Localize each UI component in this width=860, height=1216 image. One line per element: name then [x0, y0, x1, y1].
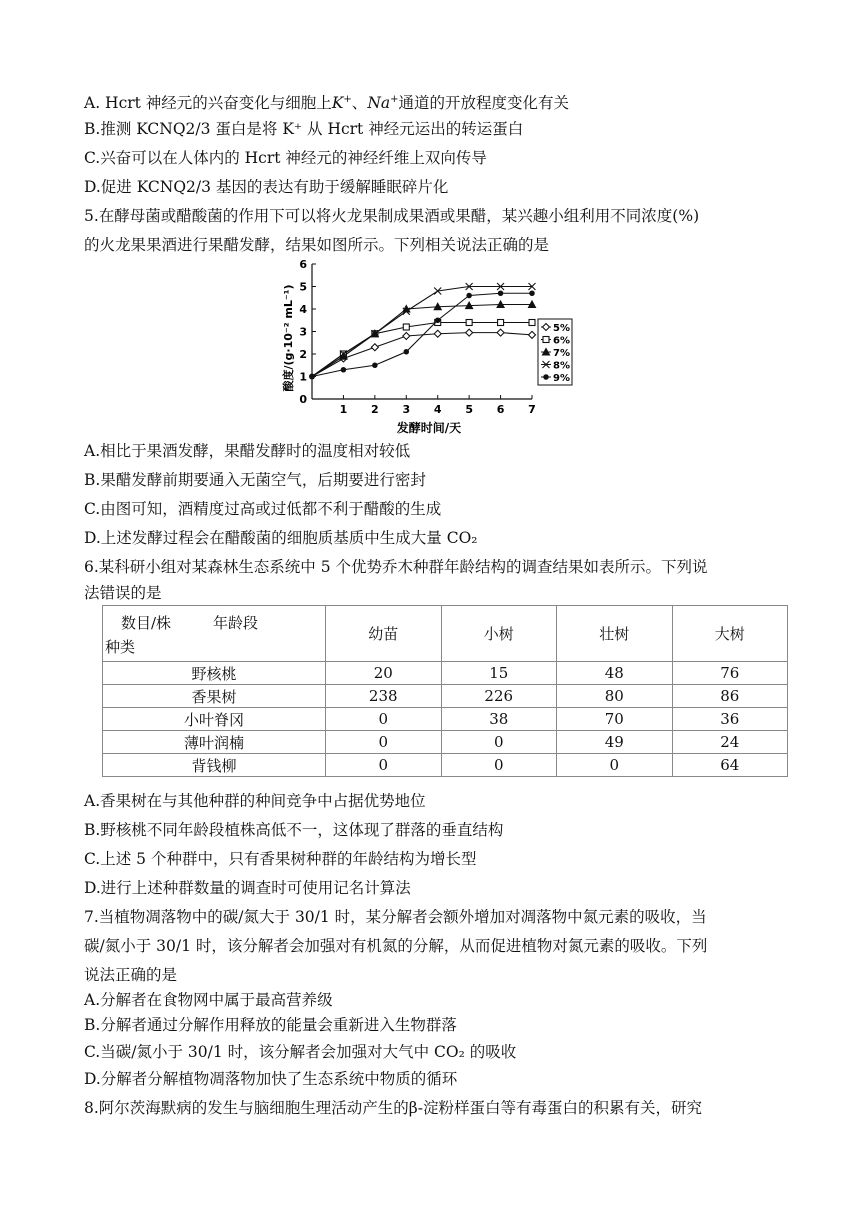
q7-option-b: B.分解者通过分解作用释放的能量会重新进入生物群落 [84, 1016, 457, 1034]
chart-y-tick-label: 3 [299, 325, 307, 339]
chart-point [436, 318, 440, 322]
potassium-charge: + [343, 94, 352, 105]
q6-stem-line-2: 法错误的是 [84, 584, 162, 602]
chart-y-tick-label: 1 [299, 370, 307, 384]
chart-point [466, 320, 472, 326]
sodium-ion: Na [367, 94, 391, 113]
chart-x-tick-label: 7 [528, 403, 536, 416]
q6-option-b: B.野核桃不同年龄段植株高低不一，这体现了群落的垂直结构 [84, 821, 504, 839]
q5-stem-line-2: 的火龙果果酒进行果醋发酵，结果如图所示。下列相关说法正确的是 [84, 236, 550, 254]
chart-x-tick-label: 2 [371, 403, 379, 416]
species-cell: 野核桃 [103, 662, 326, 685]
chart-point [341, 368, 345, 372]
q5-option-d: D.上述发酵过程会在醋酸菌的细胞质基质中生成大量 CO₂ [84, 529, 478, 547]
value-cell: 76 [672, 662, 788, 685]
q5-option-a: A.相比于果酒发酵，果醋发酵时的温度相对较低 [84, 442, 411, 460]
chart-legend-label: 7% [553, 348, 570, 359]
chart-point [371, 344, 378, 351]
q4-option-c: C.兴奋可以在人体内的 Hcrt 神经元的神经纤维上双向传导 [84, 149, 487, 167]
chart-x-tick-label: 5 [465, 403, 473, 416]
value-cell: 20 [326, 662, 442, 685]
value-cell: 70 [557, 708, 673, 731]
chart-x-tick-label: 3 [402, 403, 411, 416]
species-cell: 小叶脊冈 [103, 708, 326, 731]
q6-option-d: D.进行上述种群数量的调查时可使用记名计算法 [84, 879, 411, 897]
q7-option-a: A.分解者在食物网中属于最高营养级 [84, 991, 333, 1009]
q6-stem-line-1: 6.某科研小组对某森林生态系统中 5 个优势乔木种群年龄结构的调查结果如表所示。下列说 [84, 558, 708, 576]
chart-y-tick-label: 4 [299, 303, 307, 316]
q8-stem-line-1: 8.阿尔茨海默病的发生与脑细胞生理活动产生的β-淀粉样蛋白等有毒蛋白的积累有关，研究 [84, 1099, 702, 1117]
table-corner-cell [103, 606, 326, 662]
corner-count-label: 数目/株 [121, 614, 172, 632]
chart-legend-label: 5% [553, 323, 570, 334]
q5-option-c: C.由图可知，酒精度过高或过低都不利于醋酸的生成 [84, 500, 442, 518]
chart-point [466, 329, 473, 336]
chart-point [498, 320, 504, 326]
value-cell: 0 [326, 731, 442, 754]
value-cell: 24 [672, 731, 788, 754]
chart-series-line [312, 305, 532, 377]
value-cell: 49 [557, 731, 673, 754]
chart-x-tick-label: 6 [496, 403, 505, 416]
value-cell: 226 [441, 685, 557, 708]
value-cell: 0 [326, 754, 442, 777]
q7-option-d: D.分解者分解植物凋落物加快了生态系统中物质的循环 [84, 1070, 458, 1088]
chart-point [544, 375, 548, 379]
acidity-line-chart [276, 256, 576, 440]
q5-stem-line-1: 5.在酵母菌或醋酸菌的作用下可以将火龙果制成果酒或果醋，某兴趣小组利用不同浓度(%) [84, 207, 700, 225]
q4-option-a-tail: 通道的开放程度变化有关 [398, 94, 570, 113]
value-cell: 0 [441, 731, 557, 754]
value-cell: 15 [441, 662, 557, 685]
chart-point [529, 320, 535, 326]
species-cell: 香果树 [103, 685, 326, 708]
header-large-tree: 大树 [672, 606, 788, 662]
value-cell: 80 [557, 685, 673, 708]
chart-point [403, 333, 410, 340]
table-header-row [103, 606, 788, 662]
q7-stem-line-3: 说法正确的是 [84, 966, 178, 984]
chart-x-tick-label: 4 [433, 403, 442, 416]
corner-species-label: 种类 [105, 638, 136, 656]
species-cell: 薄叶润楠 [103, 731, 326, 754]
q7-stem-line-1: 7.当植物凋落物中的碳/氮大于 30/1 时，某分解者会额外增加对凋落物中氮元素的吸收，当 [84, 908, 707, 926]
q5-option-b: B.果醋发酵前期要通入无菌空气，后期要进行密封 [84, 471, 426, 489]
chart-y-tick-label: 6 [299, 258, 307, 271]
chart-point [373, 363, 377, 367]
chart-series-7pct [312, 301, 536, 377]
q4-option-a-text: A. Hcrt 神经元的兴奋变化与细胞上 [84, 94, 332, 113]
header-small-tree: 小树 [441, 606, 557, 662]
value-cell: 0 [326, 708, 442, 731]
sodium-charge: + [390, 94, 399, 105]
chart-legend-label: 9% [553, 373, 570, 384]
separator: 、 [351, 94, 368, 113]
chart-point [467, 293, 471, 297]
value-cell: 0 [557, 754, 673, 777]
q7-stem-line-2: 碳/氮小于 30/1 时，该分解者会加强对有机氮的分解，从而促进植物对氮元素的吸收。下列 [84, 937, 708, 955]
chart-y-axis-label: 酸度/(g·10⁻² mL⁻¹) [282, 284, 295, 392]
potassium-ion: K [331, 94, 344, 113]
q6-option-c: C.上述 5 个种群中，只有香果树种群的年龄结构为增长型 [84, 850, 477, 868]
q7-option-c: C.当碳/氮小于 30/1 时，该分解者会加强对大气中 CO₂ 的吸收 [84, 1043, 517, 1061]
value-cell: 48 [557, 662, 673, 685]
value-cell: 64 [672, 754, 788, 777]
q4-option-b: B.推测 KCNQ2/3 蛋白是将 K⁺ 从 Hcrt 神经元运出的转运蛋白 [84, 120, 524, 138]
value-cell: 86 [672, 685, 788, 708]
corner-age-label: 年龄段 [213, 614, 259, 632]
chart-y-tick-label: 5 [299, 280, 307, 294]
table-row [103, 731, 788, 754]
value-cell: 238 [326, 685, 442, 708]
chart-point [530, 291, 534, 295]
header-seedling: 幼苗 [326, 606, 442, 662]
chart-point [403, 324, 409, 330]
value-cell: 36 [672, 708, 788, 731]
value-cell: 0 [441, 754, 557, 777]
age-structure-table [102, 605, 788, 777]
table-row [103, 754, 788, 777]
chart-point [497, 329, 504, 336]
chart-series-8pct [312, 283, 536, 377]
chart-point [434, 330, 441, 337]
table-row [103, 662, 788, 685]
chart-point [543, 337, 549, 343]
species-cell: 背钱柳 [103, 754, 326, 777]
q4-option-a [84, 89, 784, 114]
header-mature-tree: 壮树 [557, 606, 673, 662]
q6-option-a: A.香果树在与其他种群的种间竞争中占据优势地位 [84, 792, 426, 810]
chart-y-tick-label: 0 [299, 393, 307, 406]
value-cell: 38 [441, 708, 557, 731]
q4-option-d: D.促进 KCNQ2/3 基因的表达有助于缓解睡眠碎片化 [84, 178, 449, 196]
chart-point [529, 331, 536, 338]
chart-x-axis-label: 发酵时间/天 [396, 421, 462, 435]
table-row [103, 708, 788, 731]
chart-legend-label: 8% [553, 360, 570, 372]
chart-x-tick-label: 1 [339, 403, 348, 416]
chart-legend-label: 6% [553, 335, 570, 347]
chart-start-point [309, 374, 315, 380]
chart-y-tick-label: 2 [299, 348, 307, 361]
chart-point [498, 291, 502, 295]
chart-point [404, 350, 408, 354]
table-row [103, 685, 788, 708]
